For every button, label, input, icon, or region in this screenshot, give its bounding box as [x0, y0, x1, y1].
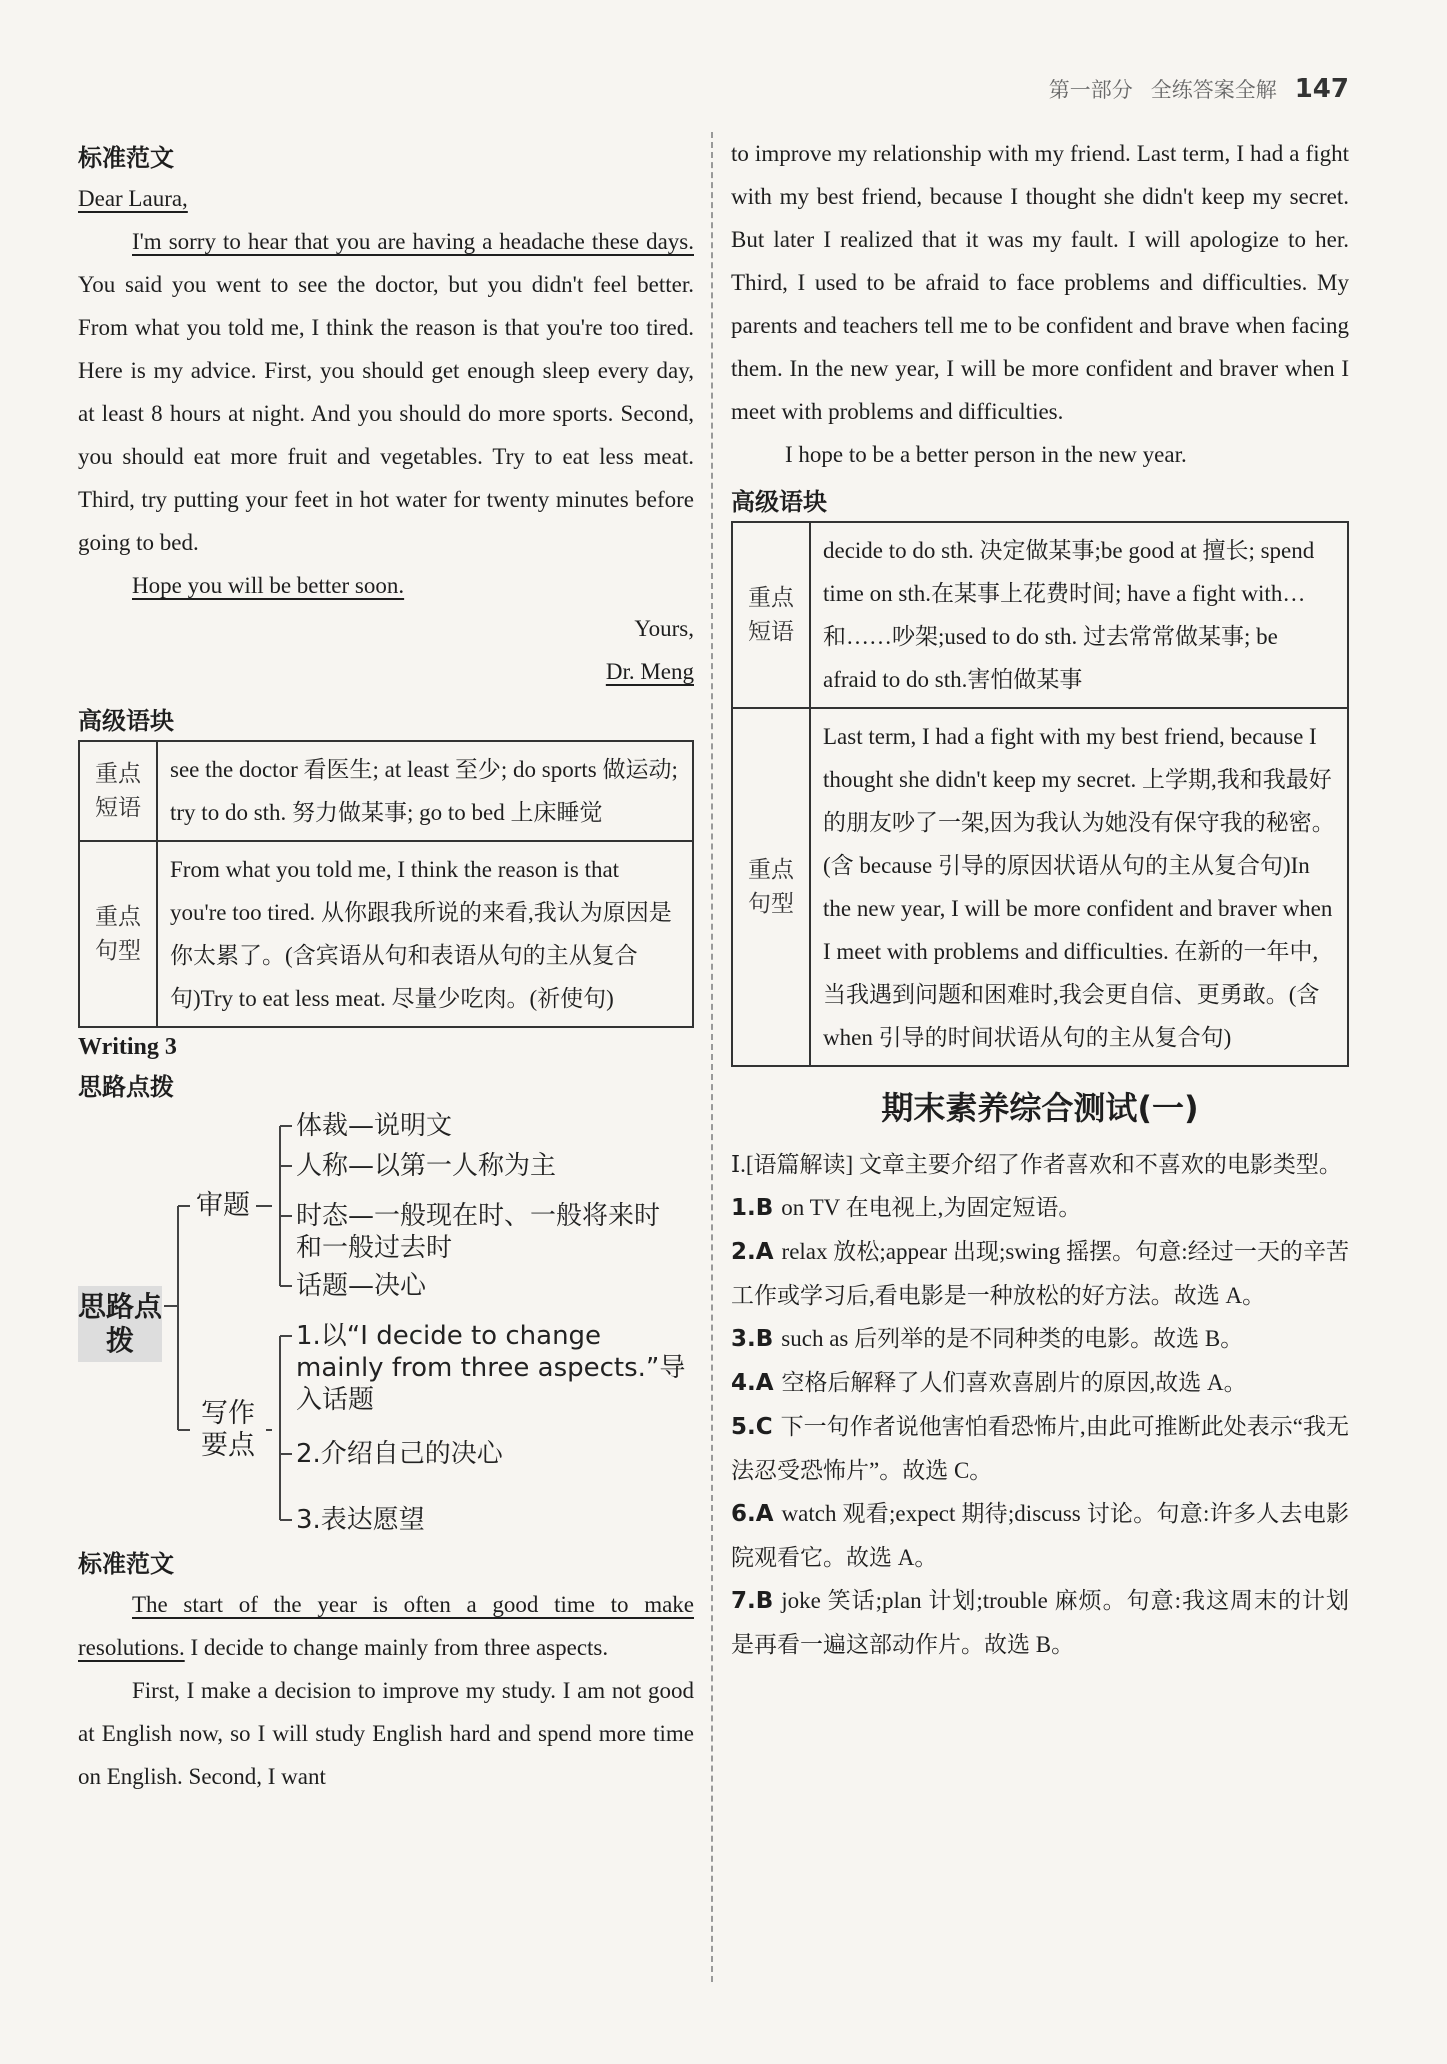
mind-map-item: 人称—以第一人称为主 — [296, 1151, 557, 1181]
table-key: 重点句型 — [732, 708, 810, 1066]
answer-number: 1.B — [731, 1195, 774, 1221]
right-column — [731, 132, 1349, 1666]
idea-title: 思路点拨 — [78, 1073, 174, 1101]
answer-explanation: on TV 在电视上,为固定短语。 — [781, 1195, 1082, 1220]
answer-number: 3.B — [731, 1326, 774, 1352]
answer-number: 7.B — [731, 1588, 774, 1614]
answer-explanation: joke 笑话;plan 计划;trouble 麻烦。句意:我这周末的计划是再看一遍这部动作片。故选 B。 — [731, 1588, 1349, 1657]
phrase-table — [78, 740, 694, 1028]
answer-item — [731, 1492, 1349, 1579]
salutation: Dear Laura, — [78, 186, 188, 211]
answer-number: 6.A — [731, 1501, 774, 1527]
test-title: 期末素养综合测试(一) — [881, 1089, 1199, 1127]
answer-list — [731, 1186, 1349, 1666]
mind-map-item: 3.表达愿望 — [296, 1505, 425, 1535]
sample-paragraph: First, I make a decision to improve my study. I am not good at English now, so I will study English hard and spend more time on English. Second, I want — [78, 1678, 694, 1789]
sample-paragraph-closing: Hope you will be better soon. — [132, 573, 405, 598]
answer-number: 5.C — [731, 1414, 773, 1440]
answer-explanation: 下一句作者说他害怕看恐怖片,由此可推断此处表示“我无法忍受恐怖片”。故选 C。 — [731, 1414, 1349, 1483]
answer-item — [731, 1317, 1349, 1361]
underlined-sentence: I'm sorry to hear that you are having a headache these days. — [132, 229, 694, 254]
table-key: 重点句型 — [79, 841, 157, 1027]
sample-title: 标准范文 — [78, 1550, 174, 1578]
sample-paragraph-continued: to improve my relationship with my friend. Last term, I had a fight with my best friend, because I thought she didn't keep my secret. But later I realized that it was my fault. I will apologize to her. Third, I used to be afraid to face problems and difficulties. My parents and teachers tell me to be confident and brave when facing them. In the new year, I will be more confident and braver when I meet with problems and difficulties. — [731, 141, 1349, 424]
writing-title: Writing 3 — [78, 1034, 177, 1060]
answer-item — [731, 1361, 1349, 1405]
table-key: 重点短语 — [732, 522, 810, 708]
answer-item — [731, 1186, 1349, 1230]
sample-paragraph: I'm sorry to hear that you are having a headache these days. You said you went to see the doctor, but you didn't feel better. From what you told me, I think the reason is that you're too tired. Here is my advice. First, you should get enough sleep every day, at least 8 hours at night. And you should do more sports. Second, you should eat more fruit and vegetables. Try to eat less meat. Third, try putting your feet in hot water for twenty minutes before going to bed. — [78, 229, 694, 555]
mind-map-item: 时态—一般现在时、一般将来时和一般过去时 — [296, 1201, 661, 1263]
table-value: see the doctor 看医生; at least 至少; do sports 做运动; try to do sth. 努力做某事; go to bed 上床睡觉 — [157, 741, 693, 841]
answer-explanation: such as 后列举的是不同种类的电影。故选 B。 — [781, 1326, 1244, 1351]
answer-item — [731, 1230, 1349, 1317]
page-header — [1049, 74, 1349, 104]
sample-paragraph: The start of the year is often a good time to make resolutions. I decide to change mainly from three aspects. — [78, 1592, 694, 1660]
answer-number: 2.A — [731, 1239, 774, 1265]
table-value: Last term, I had a fight with my best friend, because I thought she didn't keep my secret. 上学期,我和我最好的朋友吵了一架,因为我认为她没有保守我的秘密。(含 because 引导的原因状语从句的主从复合句)In the new year, I will be more confident and braver when I meet with problems and difficulties. 在新的一年中,当我遇到问题和困难时,我会更自信、更勇敢。(含 when 引导的时间状语从句的主从复合句) — [810, 708, 1348, 1066]
mind-map-item: 1.以“I decide to change mainly from three aspects.”导入话题 — [296, 1321, 686, 1415]
table-key: 重点短语 — [79, 741, 157, 841]
chunk-title: 高级语块 — [731, 488, 827, 516]
mind-map-item: 体裁—说明文 — [296, 1111, 453, 1141]
table-value: From what you told me, I think the reason is that you're too tired. 从你跟我所说的来看,我认为原因是你太累了。(含宾语从句和表语从句的主从复合句)Try to eat less meat. 尽量少吃肉。(祈使句) — [157, 841, 693, 1027]
answer-explanation: relax 放松;appear 出现;swing 摇摆。句意:经过一天的辛苦工作或学习后,看电影是一种放松的好方法。故选 A。 — [731, 1239, 1349, 1308]
page-number: 147 — [1294, 74, 1349, 104]
answer-number: 4.A — [731, 1370, 774, 1396]
phrase-table — [731, 521, 1349, 1067]
header-section: 全练答案全解 — [1150, 78, 1277, 102]
mind-map-branch: 审题 — [196, 1190, 250, 1221]
mind-map-center: 思路点拨 — [78, 1286, 162, 1362]
mind-map — [78, 1106, 694, 1535]
mind-map-branch: 写作要点 — [201, 1398, 255, 1461]
column-divider — [711, 132, 713, 1982]
table-value: decide to do sth. 决定做某事;be good at 擅长; spend time on sth.在某事上花费时间; have a fight with…和……吵架;used to do sth. 过去常常做某事; be afraid to do sth.害怕做某事 — [810, 522, 1348, 708]
header-part: 第一部分 — [1048, 78, 1133, 102]
chunk-title: 高级语块 — [78, 707, 174, 735]
left-column — [78, 132, 694, 1798]
answer-explanation: watch 观看;expect 期待;discuss 讨论。句意:许多人去电影院观看它。故选 A。 — [731, 1501, 1349, 1570]
sample-title: 标准范文 — [78, 144, 174, 172]
answer-item — [731, 1579, 1349, 1666]
sample-paragraph: I hope to be a better person in the new year. — [785, 442, 1187, 467]
answer-item — [731, 1405, 1349, 1492]
letter-closing: Yours, — [634, 616, 694, 641]
answer-explanation: 空格后解释了人们喜欢喜剧片的原因,故选 A。 — [781, 1370, 1247, 1395]
letter-signature: Dr. Meng — [605, 659, 694, 684]
mind-map-item: 话题—决心 — [296, 1271, 427, 1301]
mind-map-item: 2.介绍自己的决心 — [296, 1439, 503, 1469]
passage-intro: Ⅰ.[语篇解读] 文章主要介绍了作者喜欢和不喜欢的电影类型。 — [731, 1152, 1342, 1177]
